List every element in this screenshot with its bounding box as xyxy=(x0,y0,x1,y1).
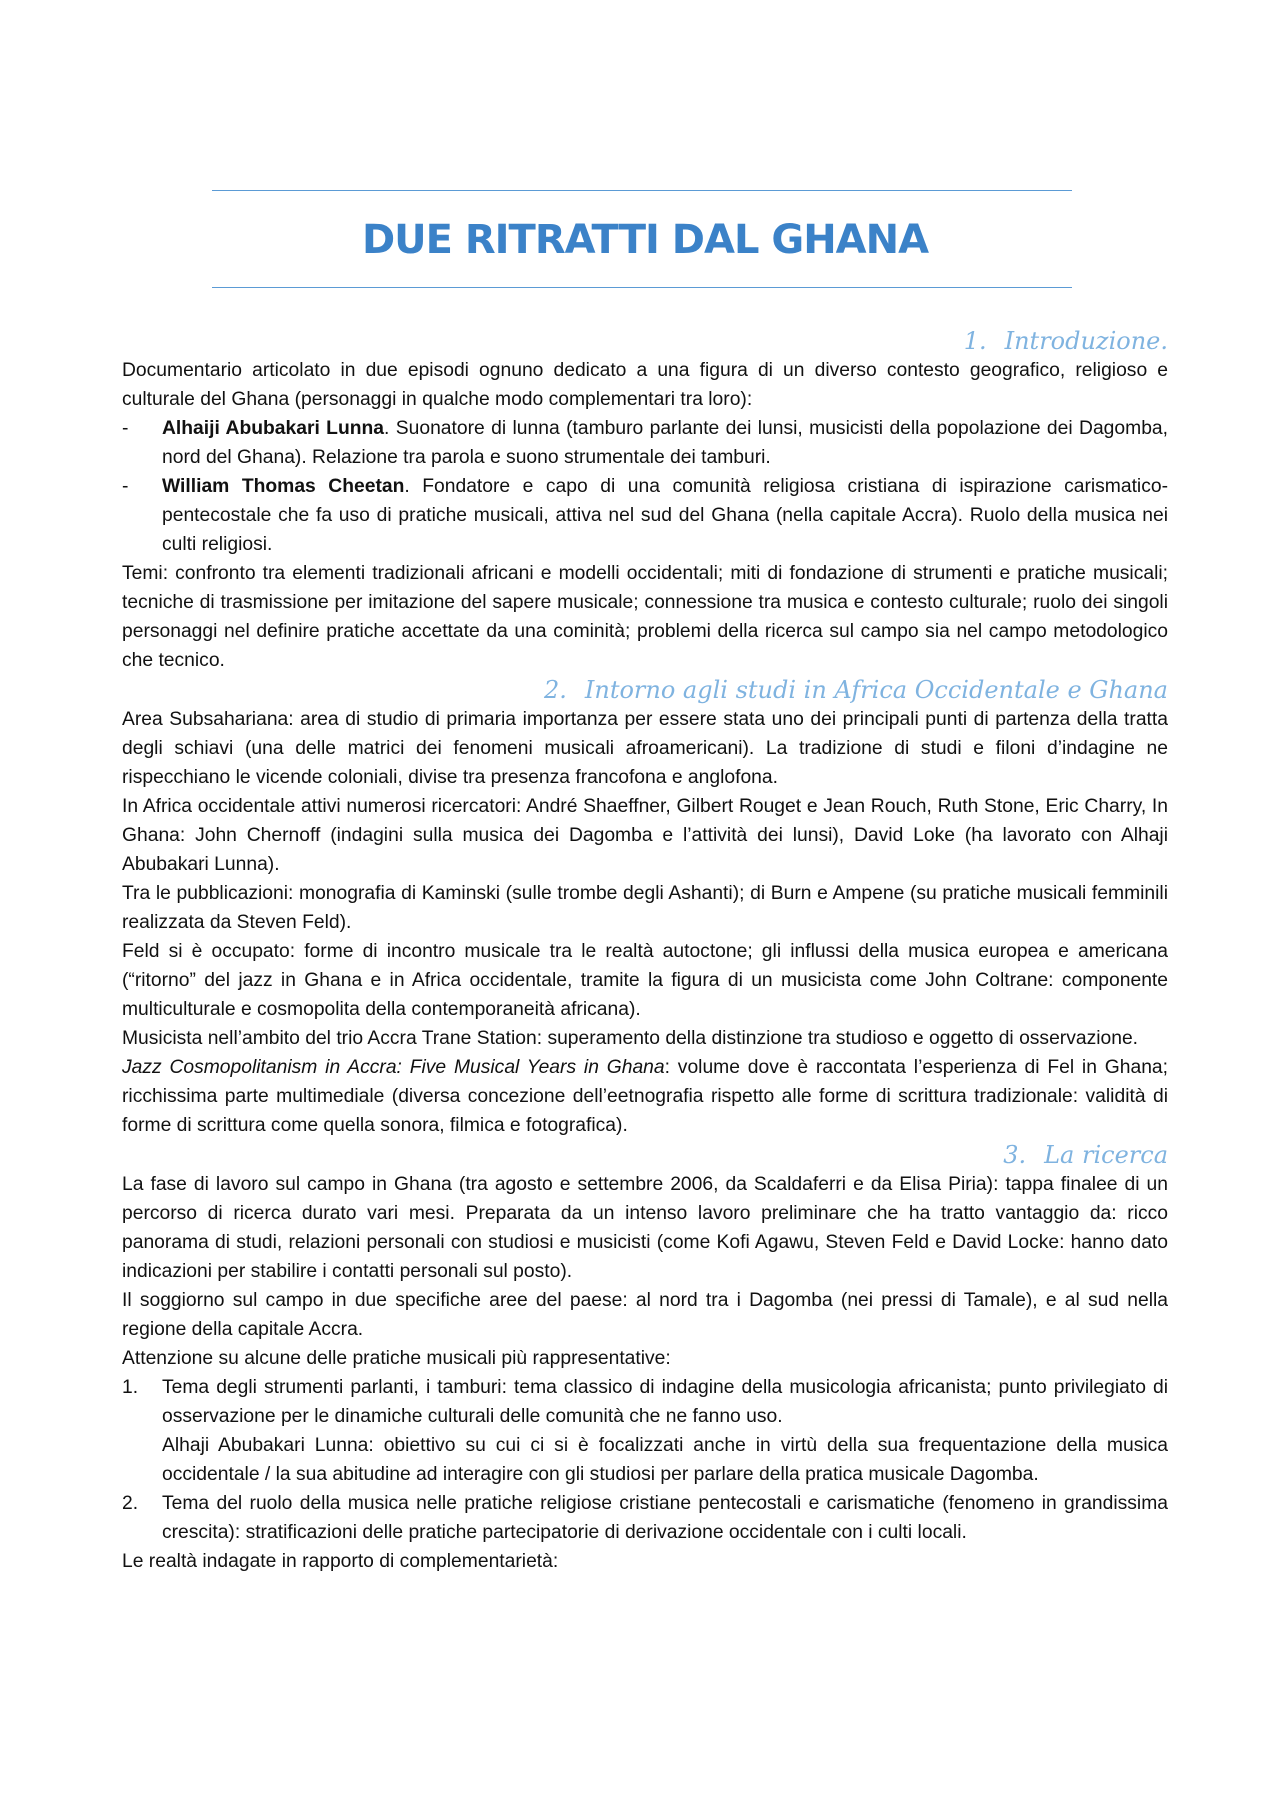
section-1-heading xyxy=(122,326,1168,356)
bullet-item xyxy=(122,414,1168,472)
bullet-item xyxy=(122,472,1168,559)
book-text: : volume dove è raccontata l’esperienza di Fel in Ghana; ricchissima parte multimediale (diversa concezione dell’eetnografia rispetto alle forme di scrittura tradizionale: validità di forme di scrittura come quella sonora, filmica e fotografica). xyxy=(122,1057,1168,1136)
bullet-name: Alhaiji Abubakari Lunna xyxy=(162,418,385,439)
section-2-number: 2. xyxy=(543,676,567,704)
section-1-title: Introduzione. xyxy=(1004,327,1168,355)
section-2-title: Intorno agli studi in Africa Occidentale e Ghana xyxy=(584,676,1168,704)
paragraph: Feld si è occupato: forme di incontro musicale tra le realtà autoctone; gli influssi della musica europea e americana (“ritorno” del jazz in Ghana e in Africa occidentale, tramite la figura di un musicista come John Coltrane: componente multiculturale e cosmopolita della contemporaneità africana). xyxy=(122,941,1168,1020)
item-number: 2. xyxy=(122,1493,139,1514)
numbered-item xyxy=(122,1489,1168,1547)
item-text: Tema del ruolo della musica nelle pratiche religiose cristiane pentecostali e carismatiche (fenomeno in grandissima crescita): stratificazioni delle pratiche partecipatorie di derivazione occidentale con i culti locali. xyxy=(162,1493,1168,1543)
section-1-themes: Temi: confronto tra elementi tradizionali africani e modelli occidentali; miti di fondazione di strumenti e pratiche musicali; tecniche di trasmissione per imitazione del sapere musicale; connessione tra musica e contesto culturale; ruolo dei singoli personaggi nel definire pratiche accettate da una cominità; problemi della ricerca sul campo sia nel campo metodologico che tecnico. xyxy=(122,563,1168,671)
paragraph: In Africa occidentale attivi numerosi ricercatori: André Shaeffner, Gilbert Rouget e Jean Rouch, Ruth Stone, Eric Charry, In Ghana: John Chernoff (indagini sulla musica dei Dagomba e l’attività dei lunsi), David Loke (ha lavorato con Alhaji Abubakari Lunna). xyxy=(122,796,1168,875)
bullet-name: William Thomas Cheetan xyxy=(162,476,405,497)
section-1-intro: Documentario articolato in due episodi ognuno dedicato a una figura di un diverso contesto geografico, religioso e culturale del Ghana (personaggi in qualche modo complementari tra loro): xyxy=(122,360,1168,410)
book-title: Jazz Cosmopolitanism in Accra: Five Musical Years in Ghana xyxy=(122,1057,665,1078)
section-3-number: 3. xyxy=(1003,1141,1027,1169)
paragraph: Il soggiorno sul campo in due specifiche aree del paese: al nord tra i Dagomba (nei pressi di Tamale), e al sud nella regione della capitale Accra. xyxy=(122,1290,1168,1340)
document-page xyxy=(122,190,1168,1576)
bullet-text: . Suonatore di lunna (tamburo parlante dei lunsi, musicisti della popolazione dei Dagomba, nord del Ghana). Relazione tra parola e suono strumentale dei tamburi. xyxy=(162,418,1168,468)
section-2-heading xyxy=(122,675,1168,705)
bullet-text: . Fondatore e capo di una comunità religiosa cristiana di ispirazione carismatico-pentecostale che fa uso di pratiche musicali, attiva nel sud del Ghana (nella capitale Accra). Ruolo della musica nei culti religiosi. xyxy=(162,476,1168,555)
bullet-marker: - xyxy=(122,418,129,439)
paragraph-book xyxy=(122,1053,1168,1140)
paragraph: Tra le pubblicazioni: monografia di Kaminski (sulle trombe degli Ashanti); di Burn e Ampene (su pratiche musicali femminili realizzata da Steven Feld). xyxy=(122,883,1168,933)
bullet-marker: - xyxy=(122,476,129,497)
paragraph: Musicista nell’ambito del trio Accra Trane Station: superamento della distinzione tra studioso e oggetto di osservazione. xyxy=(122,1028,1139,1049)
numbered-item xyxy=(122,1373,1168,1489)
paragraph: La fase di lavoro sul campo in Ghana (tra agosto e settembre 2006, da Scaldaferri e da Elisa Piria): tappa finalee di un percorso di ricerca durato vari mesi. Preparata da un intenso lavoro preliminare che ha tratto vantaggio da: ricco panorama di studi, relazioni personali con studiosi e musicisti (come Kofi Agawu, Steven Feld e David Locke: hanno dato indicazioni per stabilire i contatti personali sul posto). xyxy=(122,1174,1168,1282)
item-text-continued: Alhaji Abubakari Lunna: obiettivo su cui ci si è focalizzati anche in virtù della sua frequentazione della musica occidentale / la sua abitudine ad interagire con gli studiosi per parlare della pratica musicale Dagomba. xyxy=(162,1435,1168,1485)
document-title: DUE RITRATTI DAL GHANA xyxy=(361,217,929,263)
closing-line: Le realtà indagate in rapporto di complementarietà: xyxy=(122,1551,559,1572)
item-text: Tema degli strumenti parlanti, i tamburi: tema classico di indagine della musicologia africanista; punto privilegiato di osservazione per le dinamiche culturali delle comunità che ne fanno uso. xyxy=(162,1377,1168,1427)
section-3-title: La ricerca xyxy=(1044,1141,1168,1169)
paragraph: Area Subsahariana: area di studio di primaria importanza per essere stata uno dei principali punti di partenza della tratta degli schiavi (una delle matrici dei fenomeni musicali afroamericani). La tradizione di studi e filoni d’indagine ne rispecchiano le vicende coloniali, divise tra presenza francofona e anglofona. xyxy=(122,709,1168,788)
item-number: 1. xyxy=(122,1377,139,1398)
section-3-heading xyxy=(122,1140,1168,1170)
section-1-number: 1. xyxy=(963,327,987,355)
title-bottom-rule xyxy=(212,287,1072,288)
title-top-rule xyxy=(212,190,1072,191)
paragraph: Attenzione su alcune delle pratiche musicali più rappresentative: xyxy=(122,1348,671,1369)
